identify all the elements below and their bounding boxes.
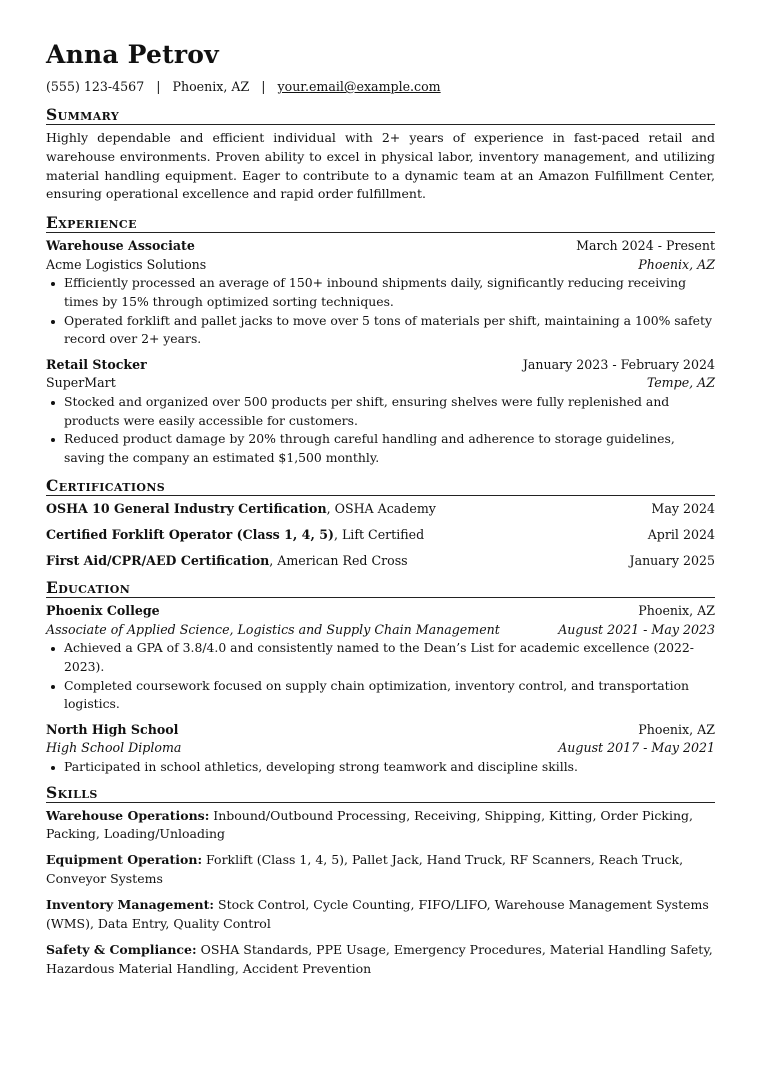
contact-separator: |	[156, 79, 161, 94]
skill-line	[46, 941, 715, 979]
job-subheader	[46, 256, 715, 275]
job-subheader	[46, 374, 715, 393]
certification-date: January 2025	[629, 553, 715, 569]
email-link[interactable]: your.email@example.com	[277, 79, 441, 94]
bullet-item: Participated in school athletics, developing strong teamwork and discipline skills.	[46, 758, 715, 777]
skill-label: Warehouse Operations:	[46, 807, 210, 823]
bullet-item: Completed coursework focused on supply chain optimization, inventory control, and transportation logistics.	[46, 677, 715, 714]
skill-label: Inventory Management:	[46, 897, 215, 913]
job-bullets	[46, 393, 715, 467]
job-bullets	[46, 274, 715, 348]
contact-separator: |	[261, 79, 266, 94]
skill-line	[46, 807, 715, 845]
certification-name: Certified Forklift Operator (Class 1, 4, 5)	[46, 527, 334, 543]
job-role: Retail Stocker	[46, 356, 147, 372]
job-dates: March 2024 - Present	[576, 238, 715, 254]
certification-name: OSHA 10 General Industry Certification	[46, 501, 327, 517]
school-subheader	[46, 739, 715, 758]
certification-issuer: , Lift Certified	[333, 527, 425, 543]
certification-name: First Aid/CPR/AED Certification	[46, 553, 270, 569]
skill-line	[46, 851, 715, 889]
job-dates: January 2023 - February 2024	[522, 356, 715, 372]
section-title-skills: Skills	[46, 783, 715, 803]
certification-date: April 2024	[647, 527, 715, 543]
certification-date: May 2024	[651, 501, 715, 517]
certification-item	[46, 500, 715, 519]
skill-label: Equipment Operation:	[46, 852, 203, 868]
certification-item	[46, 526, 715, 545]
school-dates: August 2017 - May 2021	[558, 740, 715, 756]
school-header	[46, 602, 715, 621]
certification-issuer: , OSHA Academy	[326, 501, 436, 517]
school-entry	[46, 721, 715, 777]
bullet-item: Efficiently processed an average of 150+ inbound shipments daily, significantly reducing receiving times by 15% through optimized sorting techniques.	[46, 274, 715, 311]
job-location: Tempe, AZ	[646, 375, 715, 391]
skill-line	[46, 896, 715, 934]
school-header	[46, 721, 715, 740]
school-name: Phoenix College	[46, 603, 160, 619]
skill-label: Safety & Compliance:	[46, 941, 197, 957]
certification-issuer: , American Red Cross	[269, 553, 408, 569]
skill-text: Stock Control, Cycle Counting, FIFO/LIFO, Warehouse Management Systems (WMS), Data Entry, Quality Control	[46, 897, 709, 931]
job-company: Acme Logistics Solutions	[46, 256, 207, 272]
school-degree: Associate of Applied Science, Logistics and Supply Chain Management	[46, 621, 500, 637]
school-bullets	[46, 639, 715, 713]
school-name: North High School	[46, 721, 179, 737]
job-role: Warehouse Associate	[46, 238, 195, 254]
job-entry	[46, 356, 715, 468]
education-section	[46, 578, 715, 776]
location: Phoenix, AZ	[172, 79, 250, 94]
resume-content	[46, 40, 715, 986]
skill-text: Inbound/Outbound Processing, Receiving, Shipping, Kitting, Order Picking, Packing, Loading/Unloading	[46, 807, 694, 842]
school-location: Phoenix, AZ	[638, 603, 715, 619]
job-company: SuperMart	[46, 375, 116, 391]
section-title-education: Education	[46, 578, 715, 598]
job-header	[46, 356, 715, 375]
job-entry	[46, 237, 715, 349]
bullet-item: Stocked and organized over 500 products per shift, ensuring shelves were fully replenished and products were easily accessible for customers.	[46, 393, 715, 430]
school-bullets	[46, 758, 715, 777]
job-location: Phoenix, AZ	[638, 256, 715, 272]
bullet-item: Operated forklift and pallet jacks to move over 5 tons of materials per shift, maintaining a 100% safety record over 2+ years.	[46, 312, 715, 349]
section-title-experience: Experience	[46, 213, 715, 233]
section-title-summary: Summary	[46, 105, 715, 125]
contact-line	[46, 78, 715, 96]
phone-number: (555) 123-4567	[46, 79, 145, 94]
school-dates: August 2021 - May 2023	[558, 621, 715, 637]
summary-section	[46, 105, 715, 204]
school-location: Phoenix, AZ	[638, 721, 715, 737]
bullet-item: Achieved a GPA of 3.8/4.0 and consistently named to the Dean’s List for academic excellence (2022-2023).	[46, 639, 715, 676]
school-subheader	[46, 621, 715, 640]
certification-item	[46, 552, 715, 571]
experience-section	[46, 213, 715, 467]
school-entry	[46, 602, 715, 714]
certifications-section	[46, 476, 715, 571]
summary-text: Highly dependable and efficient individual with 2+ years of experience in fast-paced retail and warehouse environments. Proven ability to excel in physical labor, inventory management, and utilizing material handling equipment. Eager to contribute to a dynamic team at an Amazon Fulfillment Center, ensuring operational excellence and rapid order fulfillment.	[46, 130, 715, 202]
section-title-certifications: Certifications	[46, 476, 715, 496]
job-header	[46, 237, 715, 256]
skill-text: Forklift (Class 1, 4, 5), Pallet Jack, Hand Truck, RF Scanners, Reach Truck, Conveyor Systems	[46, 852, 684, 887]
school-degree: High School Diploma	[46, 740, 182, 756]
bullet-item: Reduced product damage by 20% through careful handling and adherence to storage guidelines, saving the company an estimated $1,500 monthly.	[46, 430, 715, 467]
skills-section	[46, 783, 715, 979]
skill-text: OSHA Standards, PPE Usage, Emergency Procedures, Material Handling Safety, Hazardous Material Handling, Accident Prevention	[46, 941, 713, 976]
candidate-name: Anna Petrov	[46, 40, 219, 69]
